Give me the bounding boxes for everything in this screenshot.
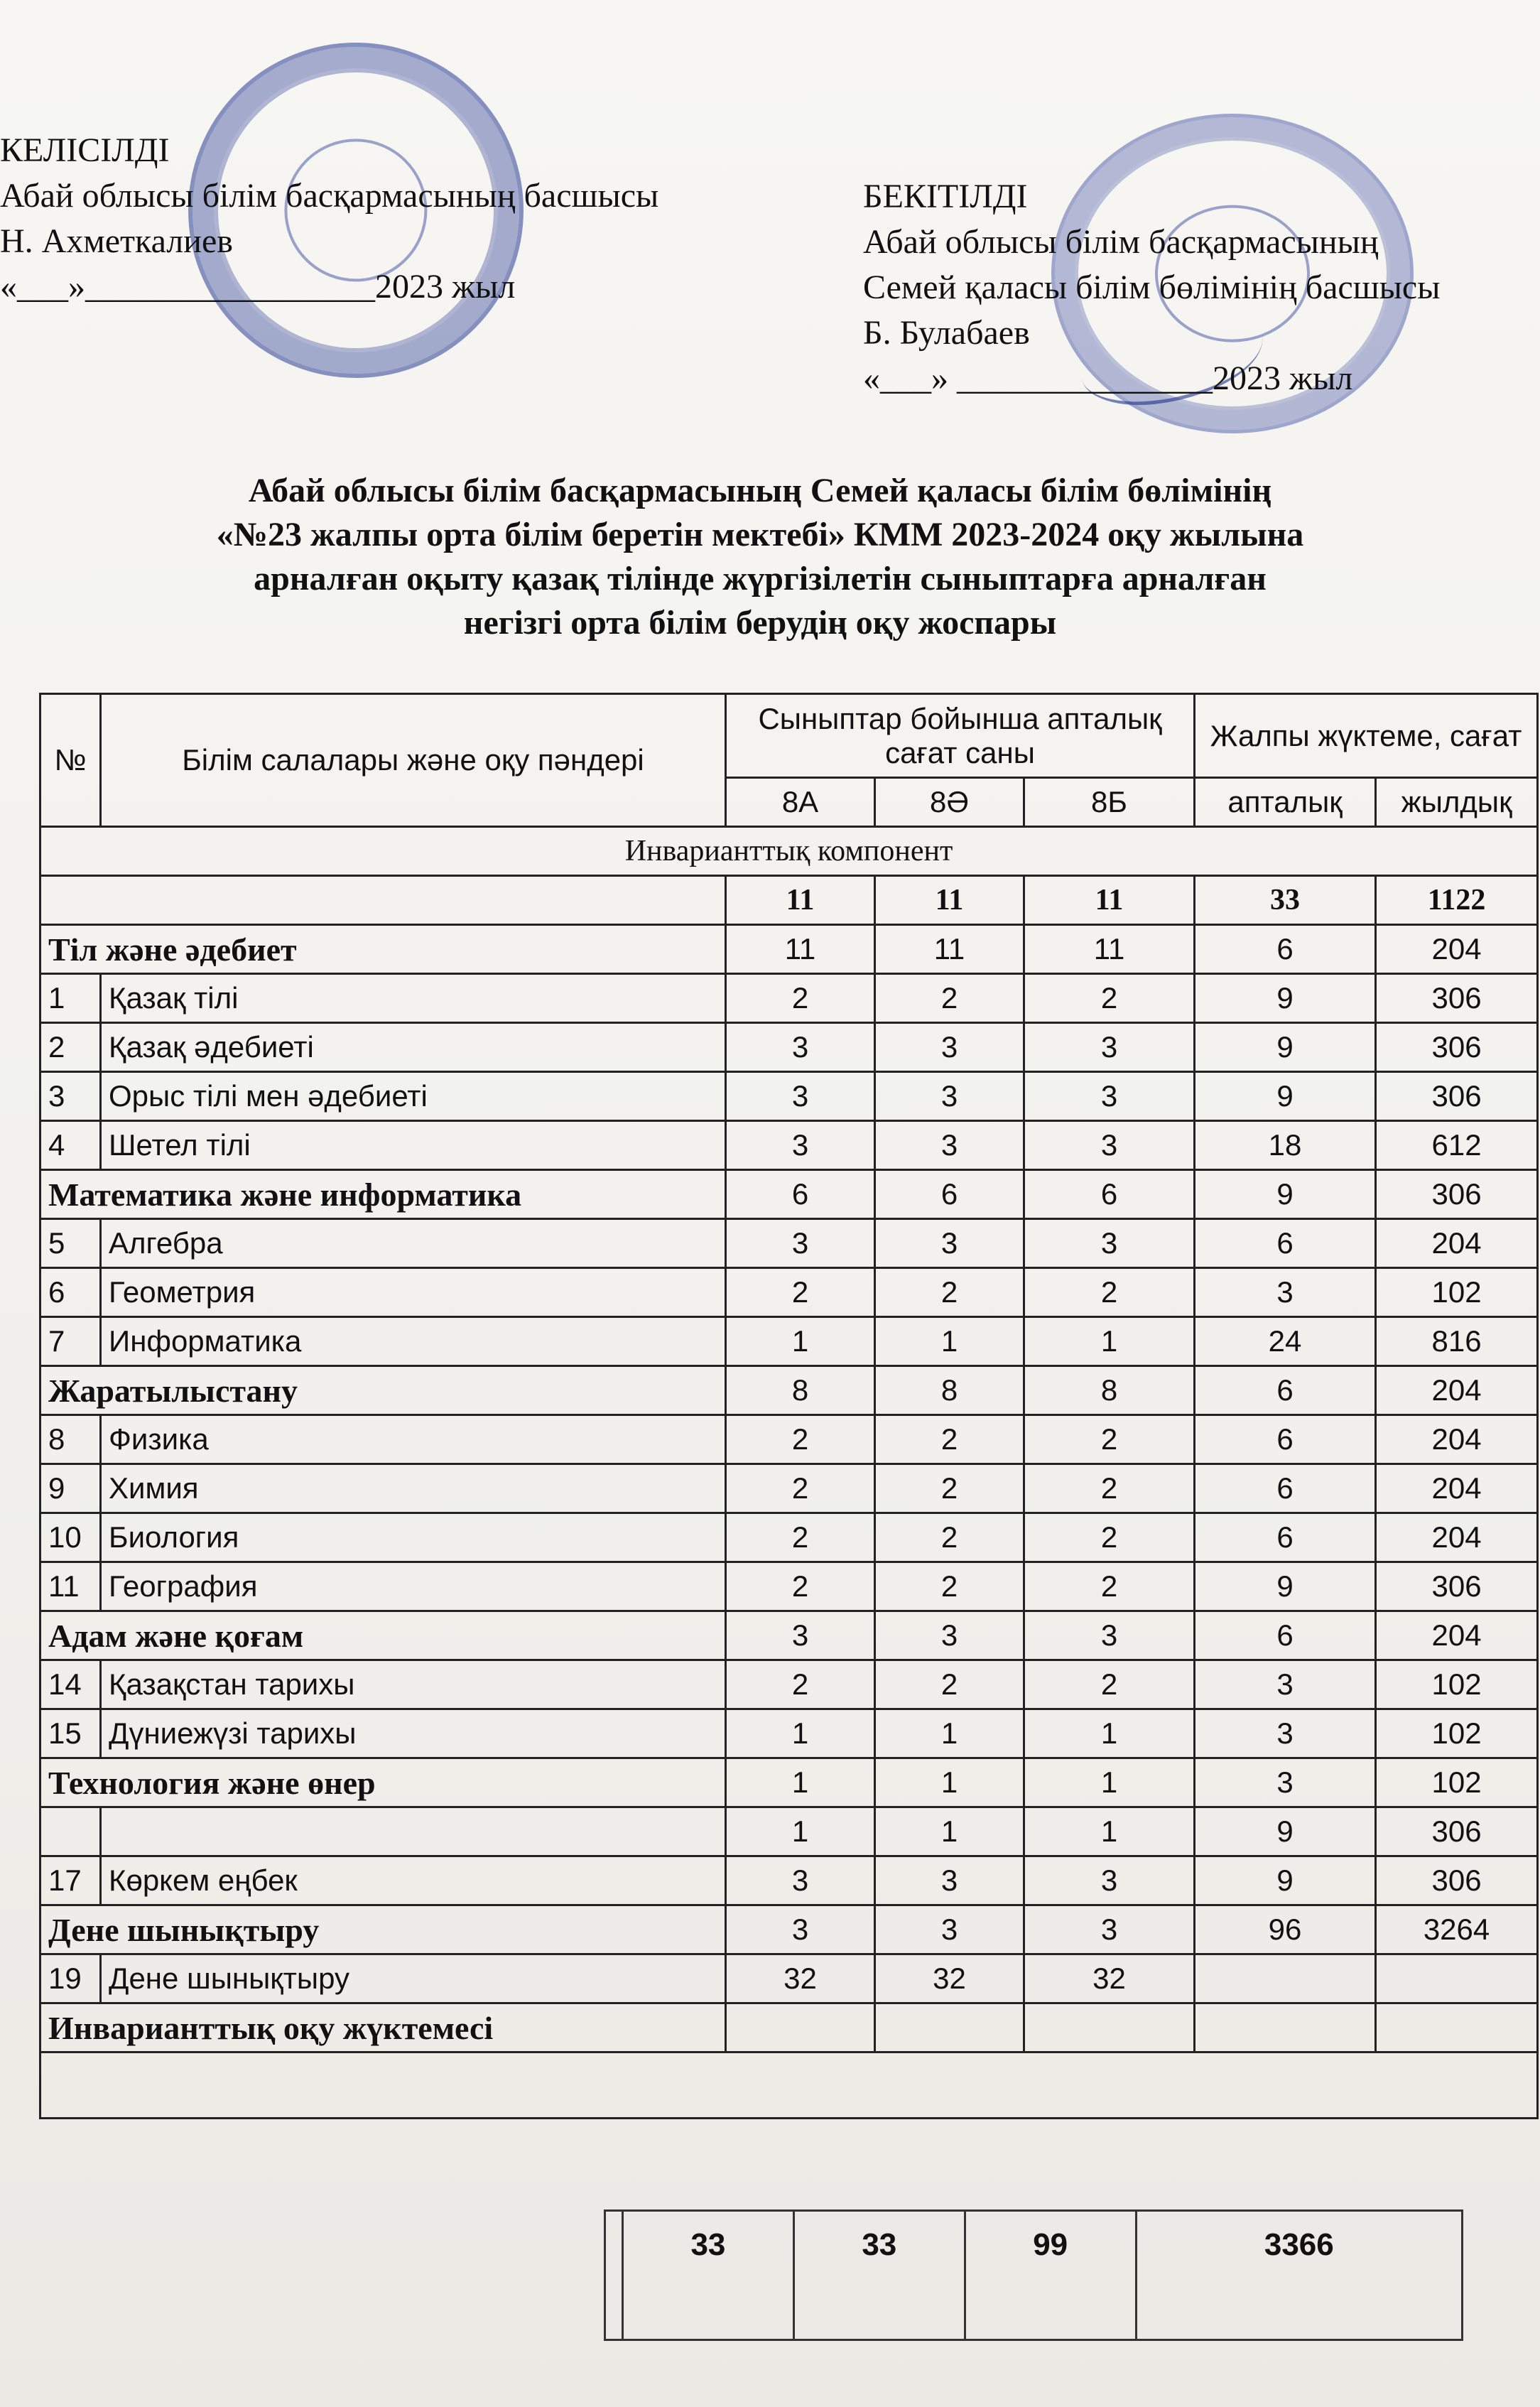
hours-cell: 3 [875, 1611, 1024, 1660]
subject-name: Қазақстан тарихы [101, 1660, 726, 1709]
approval-date: «___»_________________2023 жыл [0, 268, 516, 305]
hours-cell: 1 [1024, 1709, 1195, 1758]
hours-cell: 9 [1195, 1807, 1376, 1856]
invariant-totals-row [40, 876, 1538, 925]
subject-name: Информатика [101, 1317, 726, 1366]
table-row [40, 974, 1538, 1023]
table-row [40, 1562, 1538, 1611]
hours-cell: 6 [1195, 1513, 1376, 1562]
hours-cell: 2 [726, 1660, 875, 1709]
hours-cell: 306 [1376, 1856, 1538, 1905]
header-weekly: апталық [1195, 778, 1376, 827]
approval-position: Семей қаласы білім бөлімінің басшысы [863, 269, 1441, 306]
hours-cell: 32 [875, 1954, 1024, 2003]
section-name: Инварианттық оқу жүктемесі [40, 2003, 726, 2052]
hours-cell: 3 [875, 1856, 1024, 1905]
row-number [40, 1807, 101, 1856]
hours-cell: 2 [875, 1562, 1024, 1611]
subject-name: География [101, 1562, 726, 1611]
table-row [40, 1464, 1538, 1513]
hours-cell: 3 [1195, 1709, 1376, 1758]
hours-cell: 2 [726, 1464, 875, 1513]
table-cell: 1122 [1376, 876, 1538, 925]
hours-cell: 3 [726, 1072, 875, 1121]
hours-cell: 1 [726, 1317, 875, 1366]
hours-cell: 18 [1195, 1121, 1376, 1170]
table-row [40, 1660, 1538, 1709]
hours-cell: 9 [1195, 1170, 1376, 1219]
hours-cell [1376, 2003, 1538, 2052]
row-number: 14 [40, 1660, 101, 1709]
header-class: 8Ә [875, 778, 1024, 827]
hours-cell: 3 [1024, 1072, 1195, 1121]
row-number: 4 [40, 1121, 101, 1170]
table-row [40, 2052, 1538, 2119]
title-line: негізгі орта білім берудің оқу жоспары [463, 604, 1057, 642]
hours-cell: 3 [1024, 1121, 1195, 1170]
table-row [40, 1807, 1538, 1856]
subject-name: Шетел тілі [101, 1121, 726, 1170]
hours-cell: 6 [1195, 1611, 1376, 1660]
hours-cell: 1 [726, 1758, 875, 1807]
row-number: 7 [40, 1317, 101, 1366]
approval-person: Б. Булабаев [863, 314, 1030, 352]
hours-cell: 3 [726, 1219, 875, 1268]
document-title [85, 469, 1435, 645]
hours-cell: 306 [1376, 1562, 1538, 1611]
hours-cell: 32 [1024, 1954, 1195, 2003]
hours-cell: 3264 [1376, 1905, 1538, 1954]
hours-cell: 24 [1195, 1317, 1376, 1366]
hours-cell: 8 [1024, 1366, 1195, 1415]
approval-heading: БЕКІТІЛДІ [863, 178, 1028, 215]
hours-cell [1195, 2003, 1376, 2052]
hours-cell: 2 [875, 1268, 1024, 1317]
subject-name: Химия [101, 1464, 726, 1513]
subject-name: Дүниежүзі тарихы [101, 1709, 726, 1758]
section-name: Дене шынықтыру [40, 1905, 726, 1954]
approval-heading: КЕЛІСІЛДІ [0, 131, 170, 169]
hours-cell [1024, 2003, 1195, 2052]
hours-cell: 2 [875, 1464, 1024, 1513]
hours-cell: 9 [1195, 1023, 1376, 1072]
title-line: арналған оқыту қазақ тілінде жүргізілетін сыныптарға арналған [254, 560, 1267, 597]
hours-cell: 3 [726, 1905, 875, 1954]
subject-name [101, 1807, 726, 1856]
hours-cell: 9 [1195, 974, 1376, 1023]
curriculum-table [39, 693, 1539, 2119]
hours-cell: 2 [1024, 1660, 1195, 1709]
hours-cell: 3 [1024, 1611, 1195, 1660]
hours-cell: 3 [1024, 1905, 1195, 1954]
section-name: Технология және өнер [40, 1758, 726, 1807]
section-name: Тіл және әдебиет [40, 925, 726, 974]
approval-date: «___» _______________2023 жыл [863, 359, 1353, 397]
header-class: 8Б [1024, 778, 1195, 827]
hours-cell [726, 2003, 875, 2052]
bottom-table-fragment [604, 2209, 1463, 2341]
row-number: 15 [40, 1709, 101, 1758]
hours-cell: 2 [726, 1415, 875, 1464]
table-cell: 33 [1195, 876, 1376, 925]
table-row [40, 925, 1538, 974]
subject-name: Қазақ әдебиеті [101, 1023, 726, 1072]
hours-cell: 612 [1376, 1121, 1538, 1170]
hours-cell: 2 [1024, 1268, 1195, 1317]
approval-position: Абай облысы білім басқармасының басшысы [0, 177, 659, 215]
table-cell: 33 [793, 2211, 965, 2340]
hours-cell: 2 [875, 1415, 1024, 1464]
table-row [40, 1709, 1538, 1758]
header-row [40, 694, 1538, 778]
hours-cell: 204 [1376, 1464, 1538, 1513]
hours-cell: 204 [1376, 925, 1538, 974]
table-cell: 11 [1024, 876, 1195, 925]
hours-cell: 3 [875, 1023, 1024, 1072]
hours-cell: 204 [1376, 1611, 1538, 1660]
hours-cell: 1 [726, 1807, 875, 1856]
table-row [40, 1072, 1538, 1121]
hours-cell: 3 [875, 1905, 1024, 1954]
hours-cell: 3 [726, 1121, 875, 1170]
hours-cell: 2 [726, 1268, 875, 1317]
table-cell: 33 [623, 2211, 794, 2340]
hours-cell: 2 [875, 974, 1024, 1023]
hours-cell [1195, 1954, 1376, 2003]
hours-cell: 1 [875, 1709, 1024, 1758]
hours-cell: 306 [1376, 1023, 1538, 1072]
table-row [40, 2003, 1538, 2052]
approval-org: Абай облысы білім басқармасының [863, 223, 1379, 261]
section-name: Математика және информатика [40, 1170, 726, 1219]
hours-cell: 1 [875, 1317, 1024, 1366]
hours-cell: 102 [1376, 1758, 1538, 1807]
hours-cell: 3 [875, 1219, 1024, 1268]
approval-person: Н. Ахметкалиев [0, 222, 233, 260]
hours-cell: 3 [875, 1072, 1024, 1121]
hours-cell: 2 [1024, 1562, 1195, 1611]
invariant-component-row [40, 827, 1538, 876]
hours-cell: 6 [1195, 925, 1376, 974]
header-yearly: жылдық [1376, 778, 1538, 827]
hours-cell: 102 [1376, 1709, 1538, 1758]
table-row [40, 1023, 1538, 1072]
hours-cell: 306 [1376, 1072, 1538, 1121]
header-class: 8А [726, 778, 875, 827]
hours-cell: 6 [1024, 1170, 1195, 1219]
hours-cell: 1 [1024, 1317, 1195, 1366]
table-row [40, 1856, 1538, 1905]
hours-cell: 96 [1195, 1905, 1376, 1954]
hours-cell: 8 [726, 1366, 875, 1415]
hours-cell: 1 [1024, 1758, 1195, 1807]
row-number: 19 [40, 1954, 101, 2003]
subject-name: Геометрия [101, 1268, 726, 1317]
header-num: № [40, 694, 101, 827]
hours-cell: 2 [875, 1513, 1024, 1562]
hours-cell: 11 [726, 925, 875, 974]
table-cell [40, 876, 726, 925]
table-row [40, 1611, 1538, 1660]
row-number: 6 [40, 1268, 101, 1317]
table-cell: 99 [965, 2211, 1136, 2340]
hours-cell [1376, 1954, 1538, 2003]
hours-cell: 9 [1195, 1562, 1376, 1611]
section-name: Жаратылыстану [40, 1366, 726, 1415]
hours-cell: 3 [875, 1121, 1024, 1170]
table-cell [605, 2211, 623, 2340]
hours-cell: 3 [726, 1856, 875, 1905]
hours-cell: 102 [1376, 1268, 1538, 1317]
hours-cell: 9 [1195, 1072, 1376, 1121]
hours-cell: 6 [875, 1170, 1024, 1219]
header-weekly-by-class: Сыныптар бойынша апталық сағат саны [726, 694, 1195, 778]
table-row [40, 1317, 1538, 1366]
hours-cell: 3 [1024, 1219, 1195, 1268]
hours-cell: 3 [1195, 1268, 1376, 1317]
hours-cell: 3 [1024, 1023, 1195, 1072]
hours-cell: 2 [1024, 974, 1195, 1023]
subject-name: Көркем еңбек [101, 1856, 726, 1905]
subject-name: Биология [101, 1513, 726, 1562]
hours-cell: 3 [726, 1023, 875, 1072]
table-cell: 11 [875, 876, 1024, 925]
hours-cell: 6 [1195, 1219, 1376, 1268]
table-row [40, 1121, 1538, 1170]
hours-cell [875, 2003, 1024, 2052]
hours-cell: 816 [1376, 1317, 1538, 1366]
hours-cell: 2 [875, 1660, 1024, 1709]
hours-cell: 1 [726, 1709, 875, 1758]
table-row [40, 1219, 1538, 1268]
hours-cell: 6 [1195, 1464, 1376, 1513]
invariant-component-label: Инварианттық компонент [40, 827, 1538, 876]
title-line: «№23 жалпы орта білім беретін мектебі» КММ 2023-2024 оқу жылына [216, 516, 1304, 553]
subject-name: Дене шынықтыру [101, 1954, 726, 2003]
hours-cell: 9 [1195, 1856, 1376, 1905]
row-number: 11 [40, 1562, 101, 1611]
table-cell [40, 2052, 1538, 2119]
hours-cell: 2 [726, 1562, 875, 1611]
subject-name: Қазақ тілі [101, 974, 726, 1023]
hours-cell: 2 [1024, 1415, 1195, 1464]
row-number: 9 [40, 1464, 101, 1513]
row-number: 2 [40, 1023, 101, 1072]
hours-cell: 204 [1376, 1219, 1538, 1268]
row-number: 1 [40, 974, 101, 1023]
table-row [40, 1905, 1538, 1954]
hours-cell: 306 [1376, 1807, 1538, 1856]
table-row [40, 1758, 1538, 1807]
hours-cell: 102 [1376, 1660, 1538, 1709]
hours-cell: 2 [726, 974, 875, 1023]
subject-name: Орыс тілі мен әдебиеті [101, 1072, 726, 1121]
title-line: Абай облысы білім басқармасының Семей қаласы білім бөлімінің [248, 472, 1272, 509]
hours-cell: 1 [1024, 1807, 1195, 1856]
hours-cell: 6 [1195, 1415, 1376, 1464]
hours-cell: 11 [1024, 925, 1195, 974]
header-subjects: Білім салалары және оқу пәндері [101, 694, 726, 827]
hours-cell: 2 [1024, 1464, 1195, 1513]
row-number: 8 [40, 1415, 101, 1464]
hours-cell: 2 [1024, 1513, 1195, 1562]
subject-name: Физика [101, 1415, 726, 1464]
hours-cell: 3 [1195, 1660, 1376, 1709]
hours-cell: 3 [1195, 1758, 1376, 1807]
hours-cell: 3 [1024, 1856, 1195, 1905]
table-body [40, 876, 1538, 2119]
hours-cell: 204 [1376, 1415, 1538, 1464]
table-row [40, 1513, 1538, 1562]
row-number: 3 [40, 1072, 101, 1121]
hours-cell: 32 [726, 1954, 875, 2003]
hours-cell: 306 [1376, 974, 1538, 1023]
hours-cell: 204 [1376, 1513, 1538, 1562]
hours-cell: 204 [1376, 1366, 1538, 1415]
table-row [40, 1170, 1538, 1219]
approval-block-approved [863, 174, 1502, 401]
hours-cell: 1 [875, 1758, 1024, 1807]
hours-cell: 6 [1195, 1366, 1376, 1415]
table-cell: 3366 [1136, 2211, 1462, 2340]
hours-cell: 6 [726, 1170, 875, 1219]
table-row [40, 1366, 1538, 1415]
hours-cell: 2 [726, 1513, 875, 1562]
hours-cell: 306 [1376, 1170, 1538, 1219]
row-number: 5 [40, 1219, 101, 1268]
section-name: Адам және қоғам [40, 1611, 726, 1660]
table-row [605, 2211, 1463, 2340]
hours-cell: 1 [875, 1807, 1024, 1856]
subject-name: Алгебра [101, 1219, 726, 1268]
table-row [40, 1415, 1538, 1464]
hours-cell: 8 [875, 1366, 1024, 1415]
hours-cell: 3 [726, 1611, 875, 1660]
row-number: 10 [40, 1513, 101, 1562]
approval-block-agreed [0, 128, 810, 310]
row-number: 17 [40, 1856, 101, 1905]
table-cell: 11 [726, 876, 875, 925]
table-row [40, 1268, 1538, 1317]
hours-cell: 11 [875, 925, 1024, 974]
header-total-load: Жалпы жүктеме, сағат [1195, 694, 1538, 778]
table-row [40, 1954, 1538, 2003]
